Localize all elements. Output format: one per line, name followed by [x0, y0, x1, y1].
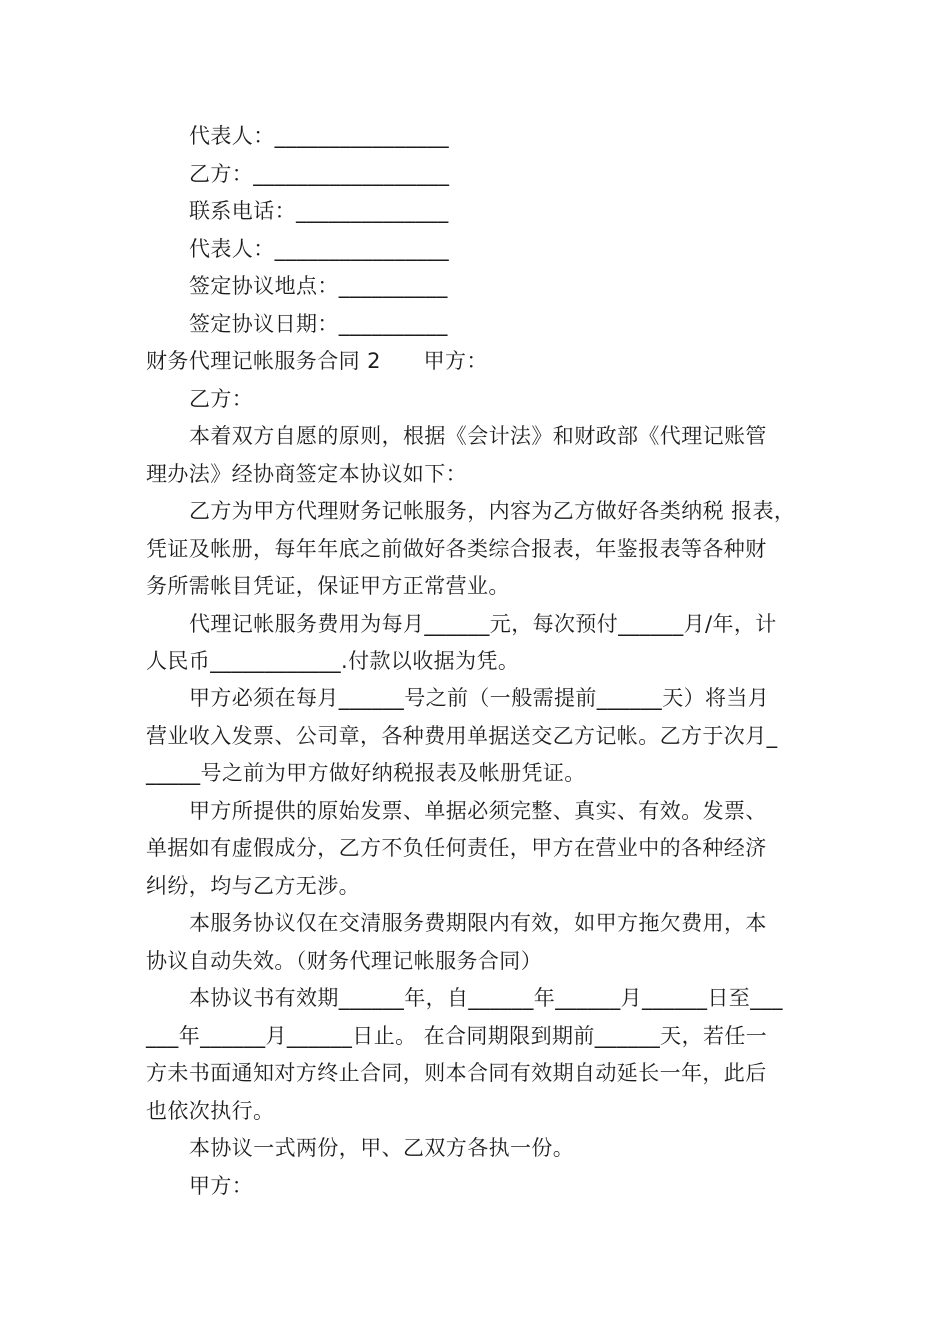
paragraph-line: 方未书面通知对方终止合同，则本合同有效期自动延长一年，此后 — [146, 1061, 767, 1085]
paragraph-line: 也依次执行。 — [146, 1099, 275, 1123]
paragraph-line: 乙方为甲方代理财务记帐服务，内容为乙方做好各类纳税 报表， — [189, 499, 796, 523]
party-b-label: 乙方： — [189, 387, 254, 411]
paragraph-line: 甲方所提供的原始发票、单据必须完整、真实、有效。发票、 — [189, 799, 767, 823]
contract-title: 财务代理记帐服务合同 2 甲方： — [146, 349, 488, 373]
paragraph-line: 营业收入发票、公司章，各种费用单据送交乙方记帐。乙方于次月_ — [146, 724, 778, 748]
paragraph-line: 纠纷，均与乙方无涉。 — [146, 874, 360, 898]
paragraph-line: 人民币____________.付款以收据为凭。 — [146, 649, 520, 673]
paragraph-line: 本协议一式两份，甲、乙双方各执一份。 — [189, 1136, 575, 1160]
paragraph-line: 协议自动失效。（财务代理记帐服务合同） — [146, 949, 543, 973]
representative-field: 代表人：________________ — [189, 237, 449, 261]
paragraph-line: 凭证及帐册，每年年底之前做好各类综合报表，年鉴报表等各种财 — [146, 537, 767, 561]
party-b-field: 乙方：__________________ — [189, 162, 450, 186]
paragraph-line: 本服务协议仅在交清服务费期限内有效，如甲方拖欠费用，本 — [189, 911, 767, 935]
paragraph-line: ___年______月______日止。 在合同期限到期前______天，若任一 — [146, 1024, 768, 1048]
sign-place-field: 签定协议地点：__________ — [189, 274, 448, 298]
sign-date-field: 签定协议日期：__________ — [189, 312, 448, 336]
paragraph-line: _____号之前为甲方做好纳税报表及帐册凭证。 — [146, 761, 586, 785]
paragraph-line: 单据如有虚假成分，乙方不负任何责任，甲方在营业中的各种经济 — [146, 836, 767, 860]
representative-field: 代表人：________________ — [189, 124, 449, 148]
paragraph-line: 理办法》经协商签定本协议如下： — [146, 462, 467, 486]
phone-field: 联系电话：______________ — [189, 199, 449, 223]
paragraph-line: 本着双方自愿的原则，根据《会计法》和财政部《代理记账管 — [189, 424, 767, 448]
paragraph-line: 务所需帐目凭证，保证甲方正常营业。 — [146, 574, 510, 598]
party-a-label: 甲方： — [189, 1174, 254, 1198]
paragraph-line: 代理记帐服务费用为每月______元，每次预付______月/年，计 — [189, 612, 777, 636]
paragraph-line: 甲方必须在每月______号之前（一般需提前______天）将当月 — [189, 686, 770, 710]
paragraph-line: 本协议书有效期______年，自______年______月______日至___ — [189, 986, 783, 1010]
